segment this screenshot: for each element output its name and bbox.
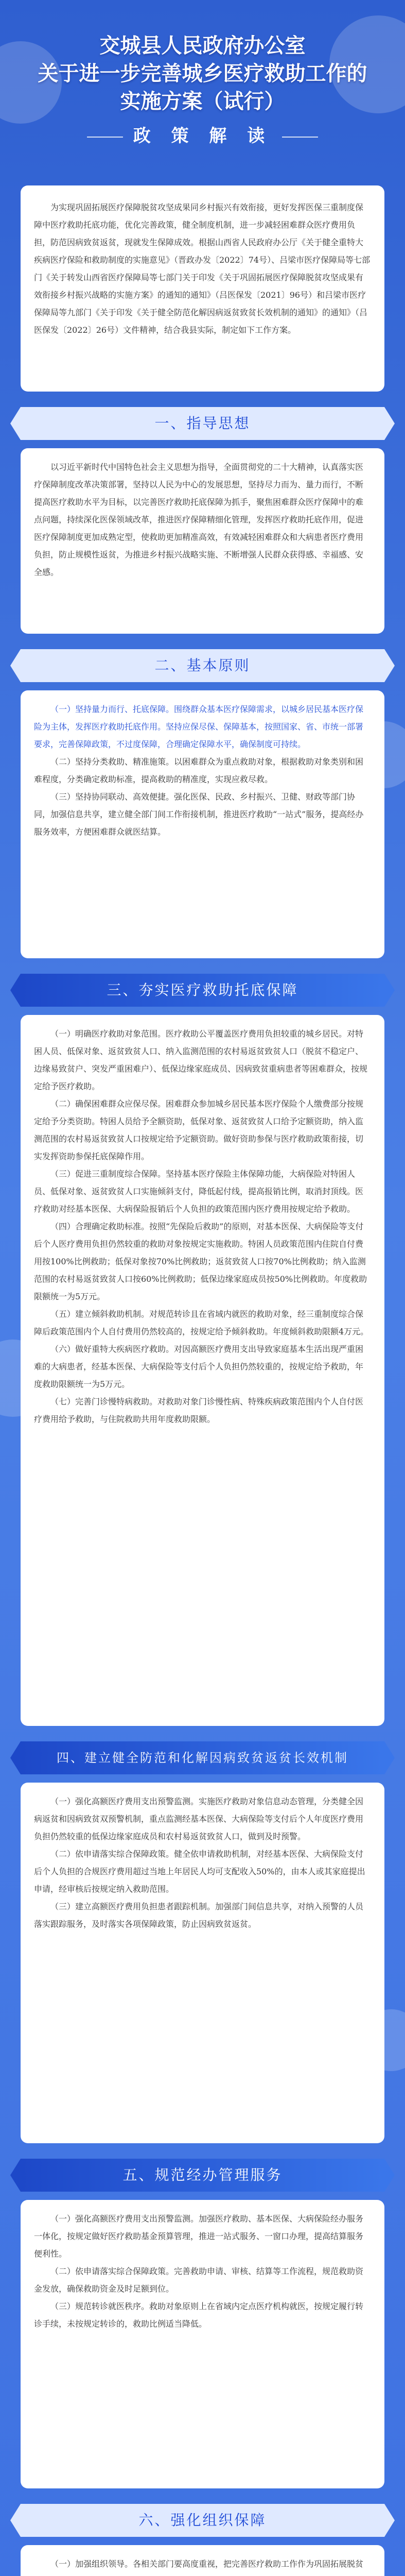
section-5-card bbox=[21, 2200, 384, 2488]
intro-text-block bbox=[34, 199, 371, 339]
section-2-card bbox=[21, 690, 384, 958]
subtitle-text: 政 策 解 读 bbox=[133, 126, 272, 146]
section-4-paragraph: （二）依申请落实综合保障政策。健全依申请救助机制，对经基本医保、大病保险支付后个人负担的合规医疗费用超过当地上年居民人均可支配收入50%的，由本人或其家庭提出申请，经审核后按规定纳入救助范围。 bbox=[34, 1849, 365, 1894]
section-1-body bbox=[34, 459, 371, 581]
intro-card bbox=[21, 185, 384, 392]
section-6-body bbox=[34, 2555, 371, 2576]
section-5-paragraph: （二）依申请落实综合保障政策。完善救助申请、审核、结算等工作流程，规范救助资金发放，确保救助资金及时足额到位。 bbox=[34, 2266, 364, 2294]
section-2-paragraph: （三）坚持协同联动、高效便捷。强化医保、民政、乡村振兴、卫健、财政等部门协同，加强信息共享，建立健全部门间工作衔接机制，推进医疗救助“一站式”服务，提高经办服务效率，方便困难群众就医结算。 bbox=[34, 792, 364, 837]
page-subtitle bbox=[0, 122, 405, 147]
section-3-paragraph: （七）完善门诊慢特病救助。对救助对象门诊慢性病、特殊疾病政策范围内个人自付医疗费用给予救助，与住院救助共用年度救助限额。 bbox=[34, 1397, 364, 1424]
section-heading-5: 五、规范经办管理服务 bbox=[21, 2159, 384, 2192]
section-heading-4: 四、建立健全防范和化解因病致贫返贫长效机制 bbox=[21, 1741, 384, 1774]
section-5-paragraph: （一）强化高额医疗费用支出预警监测。加强医疗救助、基本医保、大病保险经办服务一体化，按规定做好医疗救助基金预算管理，推进一站式服务、一窗口办理，提高结算服务便利性。 bbox=[34, 2214, 364, 2259]
section-4-body bbox=[34, 1793, 371, 1933]
section-6-card bbox=[21, 2545, 384, 2576]
section-3-card bbox=[21, 1015, 384, 1726]
section-heading-6: 六、强化组织保障 bbox=[21, 2504, 384, 2537]
section-5-body bbox=[34, 2210, 371, 2333]
page-header bbox=[0, 0, 405, 185]
section-3-paragraph: （一）明确医疗救助对象范围。医疗救助公平覆盖医疗费用负担较重的城乡居民。对特困人员、低保对象、返贫致贫人口、纳入监测范围的农村易返贫致贫人口（脱贫不稳定户、边缘易致贫户、突发严重困难户）、低保边缘家庭成员、因病致贫重病患者等困难群众，按规定给予医疗救助。 bbox=[34, 1029, 368, 1091]
section-4-paragraph: （三）建立高额医疗费用负担患者跟踪机制。加强部门间信息共享，对纳入预警的人员落实跟踪服务，及时落实各项保障政策，防止因病致贫返贫。 bbox=[34, 1902, 364, 1929]
intro-paragraph: 为实现巩固拓展医疗保障脱贫攻坚成果同乡村振兴有效衔接，更好发挥医保三重制度保障中医疗救助托底功能，优化完善政策，健全制度机制，进一步减轻困难群众医疗费用负担，防范因病致贫返贫，现就发生保障成效。根据山西省人民政府办公厅《关于健全重特大疾病医疗保险和救助制度的实施意见》（晋政办发〔2022〕74号）、吕梁市医疗保障局等七部门《关于转发山西省医疗保障局等七部门关于印发《关于巩固拓展医疗保障脱贫攻坚成果有效衔接乡村振兴战略的实施方案》的通知的通知》（吕医保发〔2021〕96号）和吕梁市医疗保障局等九部门《关于印发《关于健全防范化解因病返贫致贫长效机制的通知》的通知》（吕医保发〔2022〕26号）文件精神，结合我县实际，制定如下工作方案。 bbox=[34, 202, 371, 335]
section-1-card bbox=[21, 448, 384, 634]
section-2-paragraph: （一）坚持量力而行、托底保障。围绕群众基本医疗保障需求，以城乡居民基本医疗保险为主体，发挥医疗救助托底作用。坚持应保尽保、保障基本，按照国家、省、市统一部署要求，完善保障政策，不过度保障，合理确定保障水平，确保制度可持续。 bbox=[34, 704, 364, 749]
subtitle-right-rule bbox=[282, 137, 318, 138]
section-heading-1: 一、指导思想 bbox=[21, 407, 384, 440]
title-line-3: 实施方案（试行） bbox=[120, 89, 285, 113]
section-3-paragraph: （三）促进三重制度综合保障。坚持基本医疗保险主体保障功能，大病保险对特困人员、低保对象、返贫致贫人口实施倾斜支付，降低起付线，提高报销比例，取消封顶线。医疗救助对经基本医保、大病保险报销后个人负担的政策范围内医疗费用按规定给予救助。 bbox=[34, 1169, 364, 1214]
section-1-paragraph: 以习近平新时代中国特色社会主义思想为指导，全面贯彻党的二十大精神，认真落实医疗保障制度改革决策部署，坚持以人民为中心的发展思想，坚持尽力而为、量力而行，不断提高医疗救助水平为目标，以完善医疗救助托底保障为抓手，聚焦困难群众医疗保障中的难点问题，持续深化医保领域改革，推进医疗保障精细化管理，发挥医疗救助托底作用，促进医疗保障制度更加成熟定型，使救助更加精准高效，有效减轻困难群众和大病患者医疗费用负担，防止规模性返贫，为推进乡村振兴战略实施、不断增强人民群众获得感、幸福感、安全感。 bbox=[34, 462, 364, 577]
section-3-paragraph: （二）确保困难群众应保尽保。困难群众参加城乡居民基本医疗保险个人缴费部分按规定给予分类资助。特困人员给予全额资助，低保对象、返贫致贫人口给予定额资助，纳入监测范围的农村易返贫致贫人口按规定给予定额资助。做好资助参保与医疗救助政策衔接，切实发挥资助参保托底保障作用。 bbox=[34, 1099, 364, 1161]
section-heading-2: 二、基本原则 bbox=[21, 649, 384, 682]
section-3-paragraph: （六）做好重特大疾病医疗救助。对因高额医疗费用支出导致家庭基本生活出现严重困难的大病患者，经基本医保、大病保险等支付后个人负担仍然较重的，按规定给予救助，年度救助限额统一为5万元。 bbox=[34, 1344, 364, 1389]
title-line-2: 关于进一步完善城乡医疗救助工作的 bbox=[38, 61, 367, 86]
section-2-paragraph: （二）坚持分类救助、精准施策。以困难群众为重点救助对象，根据救助对象类别和困难程度，分类确定救助标准，提高救助的精准度，实现应救尽救。 bbox=[34, 757, 364, 784]
section-3-paragraph: （五）建立倾斜救助机制。对规范转诊且在省域内就医的救助对象，经三重制度综合保障后政策范围内个人自付费用仍然较高的，按规定给予倾斜救助。年度倾斜救助限额4万元。 bbox=[34, 1309, 369, 1336]
section-4-paragraph: （一）强化高额医疗费用支出预警监测。实施医疗救助对象信息动态管理，分类健全因病返贫和因病致贫双预警机制，重点监测经基本医保、大病保险等支付后个人年度医疗费用负担仍然较重的低保边缘家庭成员和农村易返贫致贫人口，做到及时预警。 bbox=[34, 1797, 364, 1841]
subtitle-left-rule bbox=[87, 137, 123, 138]
page-title bbox=[0, 0, 405, 115]
title-line-1: 交城县人民政府办公室 bbox=[99, 33, 306, 58]
section-5-paragraph: （三）规范转诊就医秩序。救助对象原则上在省域内定点医疗机构就医，按规定履行转诊手续，未按规定转诊的，救助比例适当降低。 bbox=[34, 2301, 364, 2329]
section-2-body bbox=[34, 701, 371, 841]
section-3-paragraph: （四）合理确定救助标准。按照“先保险后救助”的原则，对基本医保、大病保险等支付后个人医疗费用负担仍然较重的救助对象按规定实施救助。特困人员政策范围内住院自付费用按100%比例救助；低保对象按70%比例救助；返贫致贫人口按70%比例救助；纳入监测范围的农村易返贫致贫人口按60%比例救助；低保边缘家庭成员按50%比例救助。年度救助限额统一为5万元。 bbox=[34, 1222, 367, 1301]
section-6-paragraph: （一）加强组织领导。各相关部门要高度重视，把完善医疗救助工作作为巩固拓展脱贫 bbox=[50, 2559, 364, 2569]
section-3-body bbox=[34, 1025, 371, 1428]
section-heading-3: 三、夯实医疗救助托底保障 bbox=[21, 974, 384, 1007]
section-4-card bbox=[21, 1783, 384, 2143]
